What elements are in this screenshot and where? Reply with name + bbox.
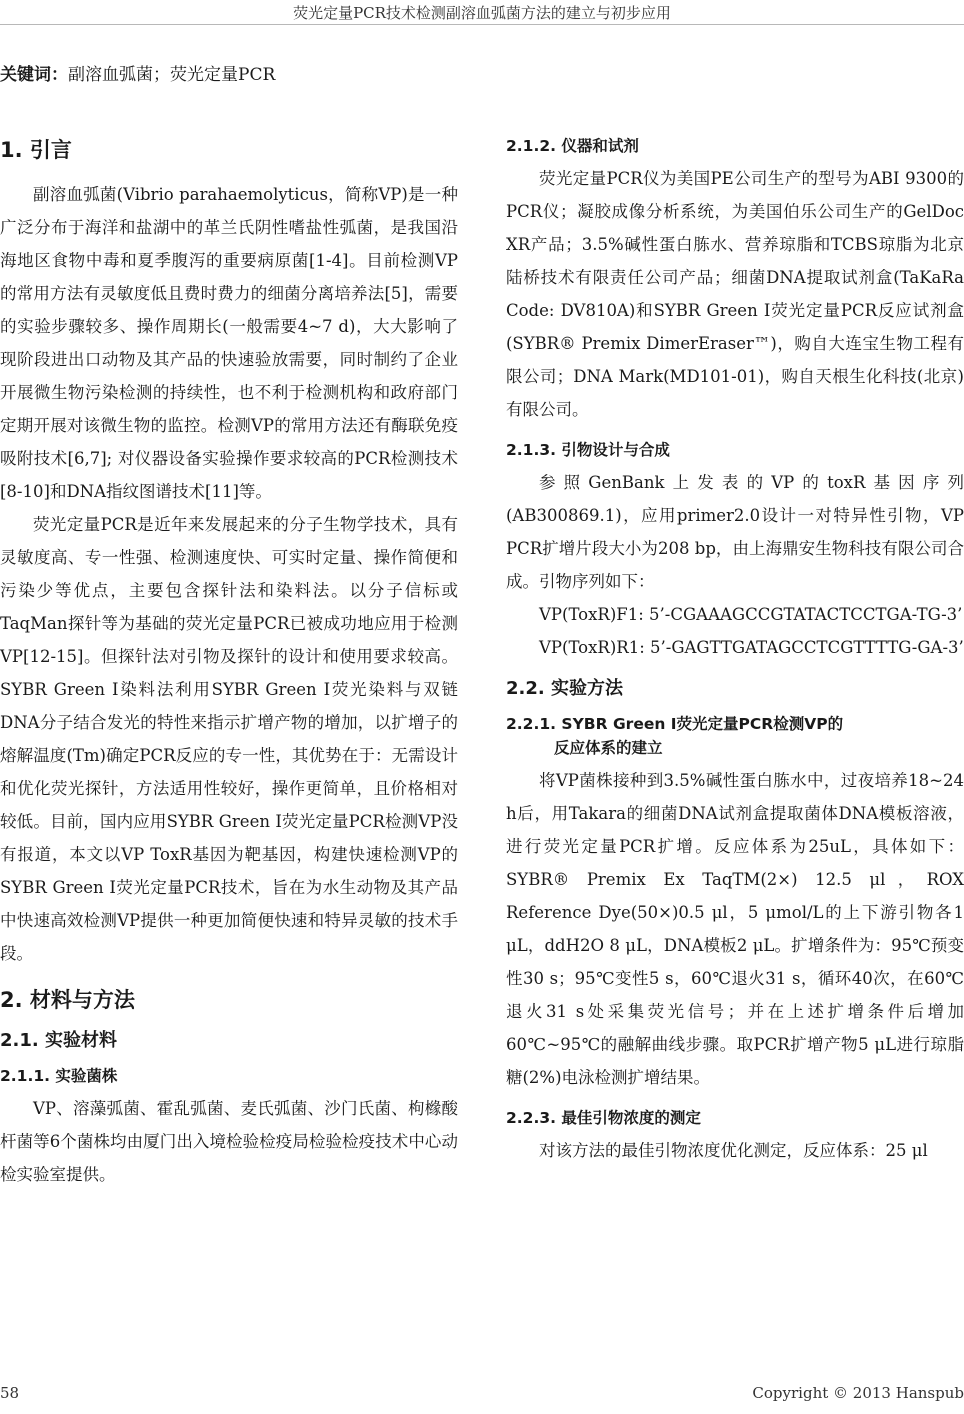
heading-materials: 2.1. 实验材料 — [0, 1030, 117, 1051]
copyright-notice: Copyright © 2013 Hanspub — [752, 1384, 964, 1402]
keywords-text: 副溶血弧菌；荧光定量PCR — [68, 65, 276, 85]
primer-sequence-r1: VP(ToxR)R1: 5’-GAGTTGATAGCCTCGTTTTG-GA-3’ — [539, 638, 964, 657]
keywords-label: 关键词： — [0, 65, 68, 85]
heading-strains: 2.1.1. 实验菌株 — [0, 1067, 118, 1085]
heading-sybr-system-line1: 2.2.1. SYBR Green I荧光定量PCR检测VP的 — [506, 715, 844, 733]
heading-instruments: 2.1.2. 仪器和试剂 — [506, 137, 639, 155]
intro-paragraph-1: 副溶血弧菌(Vibrio parahaemolyticus，简称VP)是一种广泛分布于海洋和盐湖中的革兰氏阴性嗜盐性弧菌，是我国沿海地区食物中毒和夏季腹泻的重要病原菌[1-4]。目前检测VP的常用方法有灵敏度低且费时费力的细菌分离培养法[5]，需要的实验步骤较多、操作周期长(一般需要4~7 d)，大大影响了现阶段进出口动物及其产品的快速验放需要，同时制约了企业开展微生物污染检测的持续性，也不利于检测机构和政府部门定期开展对该微生物的监控。检测VP的常用方法还有酶联免疫吸附技术[6,7]; 对仪器设备实验操作要求较高的PCR检测技术[8-10]和DNA指纹图谱技术[11]等。 — [0, 185, 458, 501]
heading-introduction: 1. 引言 — [0, 138, 72, 162]
running-title: 荧光定量PCR技术检测副溶血弧菌方法的建立与初步应用 — [293, 4, 671, 22]
keywords-line — [0, 60, 275, 85]
primer-sequence-f1: VP(ToxR)F1: 5’-CGAAAGCCGTATACTCCTGA-TG-3’ — [539, 605, 963, 624]
left-column — [0, 136, 458, 1191]
heading-sybr-system-line2: 反应体系的建立 — [554, 739, 663, 757]
primer-design-paragraph: 参照GenBank上发表的VP的toxR基因序列(AB300869.1)，应用primer2.0设计一对特异性引物，VP PCR扩增片段大小为208 bp，由上海鼎安生物科技有限公司合成。引物序列如下： — [506, 473, 964, 591]
page-number: 58 — [0, 1384, 20, 1402]
running-header — [0, 0, 964, 25]
heading-experimental-methods: 2.2. 实验方法 — [506, 678, 623, 699]
intro-paragraph-2: 荧光定量PCR是近年来发展起来的分子生物学技术，具有灵敏度高、专一性强、检测速度快、可实时定量、操作简便和污染少等优点，主要包含探针法和染料法。以分子信标或TaqMan探针等为基础的荧光定量PCR已被成功地应用于检测VP[12-15]。但探针法对引物及探针的设计和使用要求较高。SYBR Green I染料法利用SYBR Green I荧光染料与双链DNA分子结合发光的特性来指示扩增产物的增加，以扩增子的熔解温度(Tm)确定PCR反应的专一性，其优势在于：无需设计和优化荧光探针，方法适用性较好，操作更简单，且价格相对较低。目前，国内应用SYBR Green I荧光定量PCR检测VP没有报道，本文以VP ToxR基因为靶基因，构建快速检测VP的SYBR Green I荧光定量PCR技术，旨在为水生动物及其产品中快速高效检测VP提供一种更加简便快速和特异灵敏的技术手段。 — [0, 515, 458, 963]
heading-primer-concentration: 2.2.3. 最佳引物浓度的测定 — [506, 1109, 701, 1127]
right-column — [506, 134, 964, 1167]
sybr-system-paragraph: 将VP菌株接种到3.5%碱性蛋白胨水中，过夜培养18~24 h后，用Takara的细菌DNA试剂盒提取菌体DNA模板溶液，进行荧光定量PCR扩增。反应体系为25uL，具体如下：SYBR® Premix Ex TaqTM(2×) 12.5 μl，ROX Reference Dye(50×)0.5 μl，5 μmol/L的上下游引物各1 μL，ddH2O 8 μL，DNA模板2 μL。扩增条件为：95℃预变性30 s；95℃变性5 s，60℃退火31 s，循环40次，在60℃退火31 s处采集荧光信号；并在上述扩增条件后增加60℃~95℃的融解曲线步骤。取PCR扩增产物5 μL进行琼脂糖(2%)电泳检测扩增结果。 — [506, 771, 964, 1087]
heading-primer-design: 2.1.3. 引物设计与合成 — [506, 441, 670, 459]
strains-paragraph: VP、溶藻弧菌、霍乱弧菌、麦氏弧菌、沙门氏菌、枸橼酸杆菌等6个菌株均由厦门出入境检验检疫局检验检疫技术中心动检实验室提供。 — [0, 1099, 458, 1184]
heading-materials-methods: 2. 材料与方法 — [0, 988, 135, 1012]
instruments-paragraph: 荧光定量PCR仪为美国PE公司生产的型号为ABI 9300的PCR仪；凝胶成像分析系统，为美国伯乐公司生产的GelDoc XR产品；3.5%碱性蛋白胨水、营养琼脂和TCBS琼脂为北京陆桥技术有限责任公司产品；细菌DNA提取试剂盒(TaKaRa Code: DV810A)和SYBR Green I荧光定量PCR反应试剂盒(SYBR® Premix DimerEraser™)，购自大连宝生物工程有限公司；DNA Mark(MD101-01)，购自天根生化科技(北京)有限公司。 — [506, 169, 964, 419]
primer-concentration-paragraph: 对该方法的最佳引物浓度优化测定，反应体系：25 μl — [539, 1141, 928, 1160]
